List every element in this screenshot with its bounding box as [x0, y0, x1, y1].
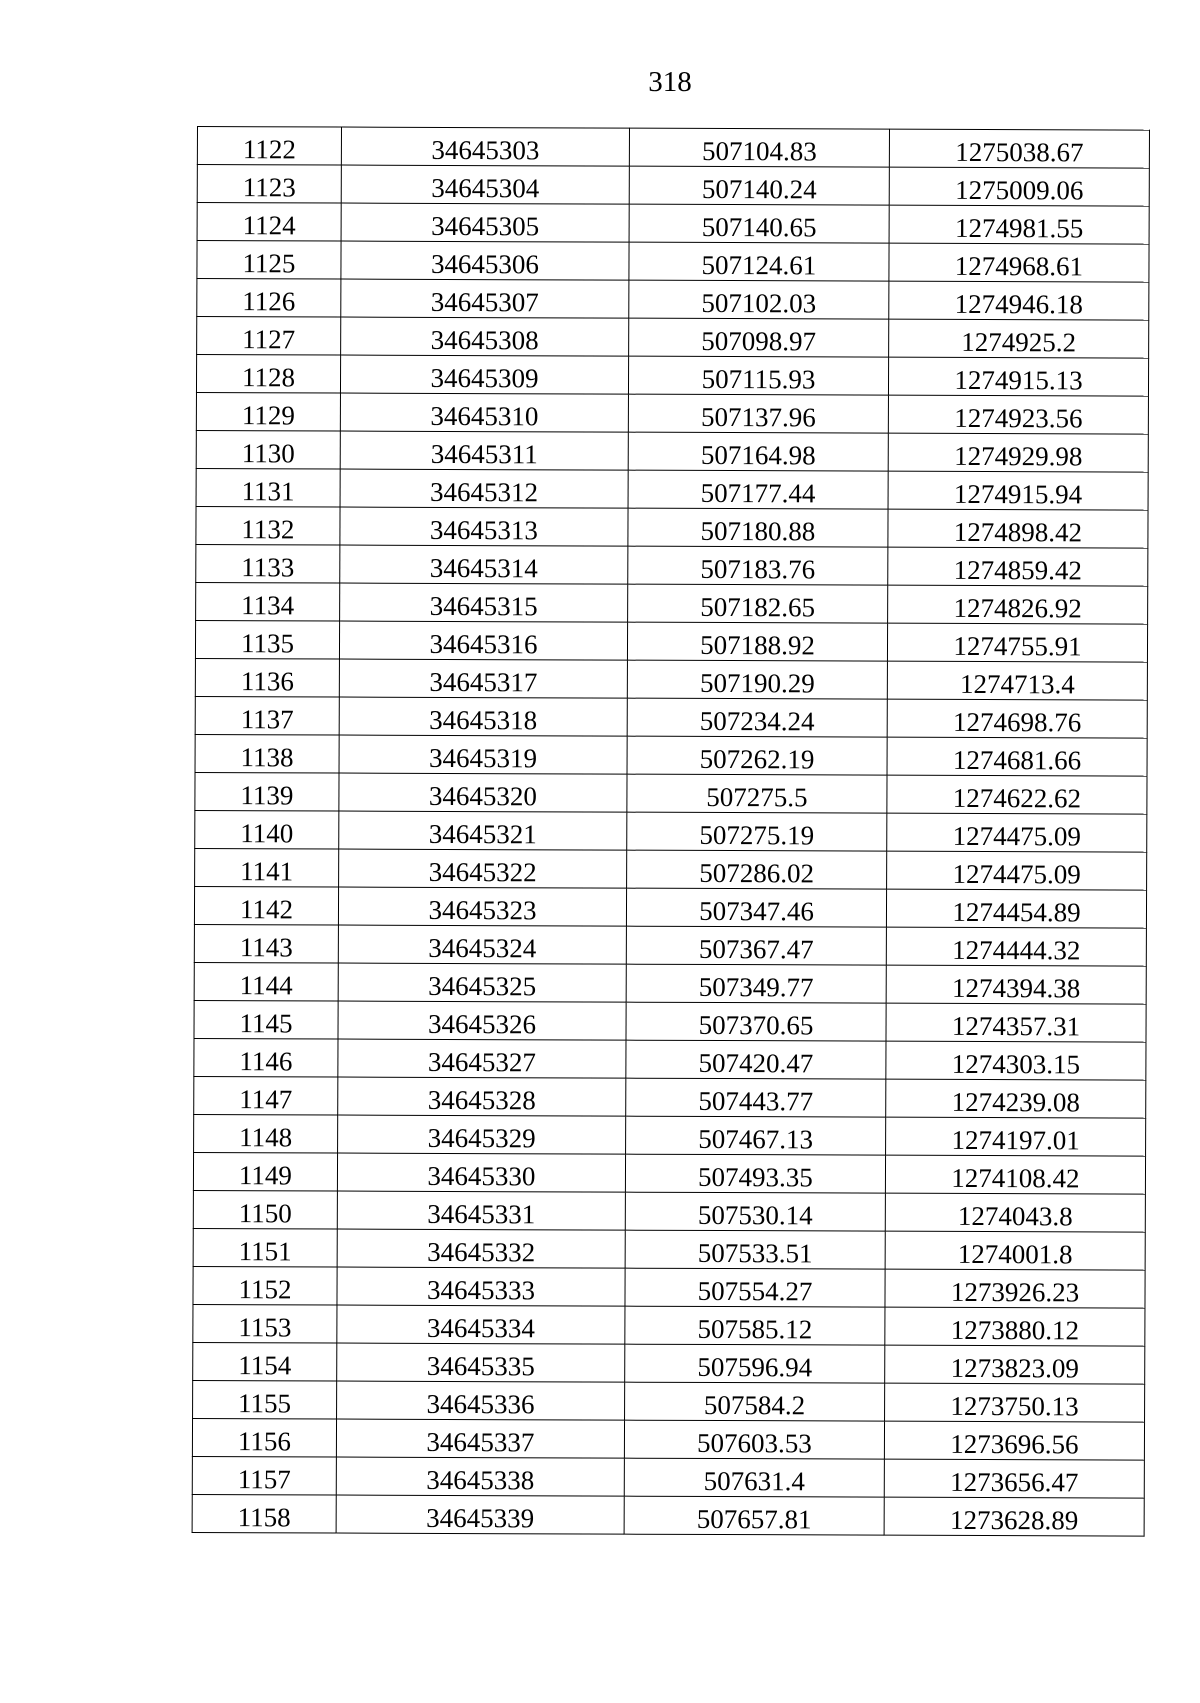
- x-coordinate-cell: 507286.02: [627, 850, 887, 889]
- y-coordinate-cell: 1273628.89: [884, 1497, 1144, 1536]
- table-row: [193, 1380, 1145, 1422]
- point-number-cell: 1137: [195, 696, 339, 735]
- x-coordinate-cell: 507188.92: [627, 622, 887, 661]
- table-row: [197, 241, 1149, 283]
- point-number-cell: 1134: [196, 582, 340, 621]
- y-coordinate-cell: 1273823.09: [885, 1345, 1145, 1384]
- point-number-cell: 1158: [192, 1494, 336, 1533]
- y-coordinate-cell: 1273926.23: [885, 1269, 1145, 1308]
- y-coordinate-cell: 1274239.08: [886, 1079, 1146, 1118]
- x-coordinate-cell: 507275.19: [627, 812, 887, 851]
- point-id-cell: 34645330: [337, 1153, 625, 1192]
- table-row: [194, 924, 1146, 966]
- point-number-cell: 1144: [194, 962, 338, 1001]
- x-coordinate-cell: 507349.77: [626, 964, 886, 1003]
- x-coordinate-cell: 507190.29: [627, 660, 887, 699]
- y-coordinate-cell: 1273750.13: [885, 1383, 1145, 1422]
- x-coordinate-cell: 507631.4: [624, 1458, 884, 1497]
- table-row: [193, 1228, 1145, 1270]
- point-id-cell: 34645305: [341, 203, 629, 242]
- point-id-cell: 34645304: [341, 165, 629, 204]
- point-number-cell: 1143: [194, 924, 338, 963]
- table-row: [192, 1456, 1144, 1498]
- table-row: [194, 886, 1146, 928]
- x-coordinate-cell: 507467.13: [626, 1116, 886, 1155]
- table-row: [193, 1342, 1145, 1384]
- y-coordinate-cell: 1274923.56: [888, 395, 1148, 434]
- y-coordinate-cell: 1274475.09: [887, 851, 1147, 890]
- point-id-cell: 34645336: [337, 1381, 625, 1420]
- y-coordinate-cell: 1274698.76: [887, 699, 1147, 738]
- x-coordinate-cell: 507262.19: [627, 736, 887, 775]
- point-id-cell: 34645326: [338, 1001, 626, 1040]
- x-coordinate-cell: 507140.65: [629, 204, 889, 243]
- table-row: [197, 203, 1149, 245]
- point-id-cell: 34645310: [340, 393, 628, 432]
- x-coordinate-cell: 507603.53: [624, 1420, 884, 1459]
- x-coordinate-cell: 507104.83: [629, 128, 889, 167]
- y-coordinate-cell: 1274454.89: [886, 889, 1146, 928]
- coordinates-table-body: [192, 127, 1149, 1537]
- point-number-cell: 1150: [193, 1190, 337, 1229]
- point-number-cell: 1133: [196, 544, 340, 583]
- x-coordinate-cell: 507420.47: [626, 1040, 886, 1079]
- x-coordinate-cell: 507183.76: [628, 546, 888, 585]
- y-coordinate-cell: 1274929.98: [888, 433, 1148, 472]
- point-number-cell: 1132: [196, 506, 340, 545]
- y-coordinate-cell: 1275009.06: [889, 167, 1149, 206]
- point-id-cell: 34645311: [340, 431, 628, 470]
- x-coordinate-cell: 507370.65: [626, 1002, 886, 1041]
- x-coordinate-cell: 507124.61: [629, 242, 889, 281]
- table-row: [196, 544, 1148, 586]
- table-row: [196, 506, 1148, 548]
- table-row: [194, 1000, 1146, 1042]
- point-id-cell: 34645315: [340, 583, 628, 622]
- y-coordinate-cell: 1274915.13: [888, 357, 1148, 396]
- x-coordinate-cell: 507596.94: [625, 1344, 885, 1383]
- table-row: [196, 392, 1148, 434]
- y-coordinate-cell: 1274303.15: [886, 1041, 1146, 1080]
- table-row: [196, 355, 1148, 397]
- point-id-cell: 34645339: [336, 1495, 624, 1534]
- x-coordinate-cell: 507234.24: [627, 698, 887, 737]
- point-id-cell: 34645325: [338, 963, 626, 1002]
- point-number-cell: 1126: [197, 279, 341, 318]
- point-number-cell: 1145: [194, 1000, 338, 1039]
- point-number-cell: 1140: [195, 810, 339, 849]
- point-number-cell: 1138: [195, 734, 339, 773]
- point-number-cell: 1127: [197, 317, 341, 356]
- y-coordinate-cell: 1274859.42: [888, 547, 1148, 586]
- point-number-cell: 1152: [193, 1266, 337, 1305]
- x-coordinate-cell: 507533.51: [625, 1230, 885, 1269]
- x-coordinate-cell: 507102.03: [629, 280, 889, 319]
- point-number-cell: 1128: [196, 355, 340, 394]
- table-row: [197, 317, 1149, 359]
- point-number-cell: 1148: [194, 1114, 338, 1153]
- point-id-cell: 34645317: [339, 659, 627, 698]
- table-row: [194, 1076, 1146, 1118]
- table-row: [193, 1190, 1145, 1232]
- point-id-cell: 34645308: [341, 317, 629, 356]
- y-coordinate-cell: 1274946.18: [889, 281, 1149, 320]
- x-coordinate-cell: 507443.77: [626, 1078, 886, 1117]
- y-coordinate-cell: 1274622.62: [887, 775, 1147, 814]
- table-row: [197, 127, 1149, 169]
- point-id-cell: 34645303: [341, 127, 629, 166]
- point-id-cell: 34645322: [339, 849, 627, 888]
- table-row: [195, 848, 1147, 890]
- point-number-cell: 1129: [196, 392, 340, 431]
- table-row: [194, 1114, 1146, 1156]
- y-coordinate-cell: 1274826.92: [888, 585, 1148, 624]
- point-id-cell: 34645327: [338, 1039, 626, 1078]
- x-coordinate-cell: 507585.12: [625, 1306, 885, 1345]
- point-id-cell: 34645319: [339, 735, 627, 774]
- point-number-cell: 1142: [194, 886, 338, 925]
- point-number-cell: 1136: [195, 658, 339, 697]
- y-coordinate-cell: 1274001.8: [885, 1231, 1145, 1270]
- table-row: [196, 468, 1148, 510]
- coordinates-table: [192, 126, 1150, 1537]
- point-number-cell: 1135: [195, 620, 339, 659]
- point-id-cell: 34645314: [340, 545, 628, 584]
- y-coordinate-cell: 1274197.01: [886, 1117, 1146, 1156]
- x-coordinate-cell: 507115.93: [628, 356, 888, 395]
- y-coordinate-cell: 1274925.2: [889, 319, 1149, 358]
- point-id-cell: 34645329: [338, 1115, 626, 1154]
- point-id-cell: 34645307: [341, 279, 629, 318]
- point-id-cell: 34645338: [336, 1457, 624, 1496]
- point-id-cell: 34645323: [338, 887, 626, 926]
- x-coordinate-cell: 507140.24: [629, 166, 889, 205]
- point-number-cell: 1123: [197, 165, 341, 204]
- y-coordinate-cell: 1274394.38: [886, 965, 1146, 1004]
- table-row: [193, 1266, 1145, 1308]
- x-coordinate-cell: 507275.5: [627, 774, 887, 813]
- point-number-cell: 1154: [193, 1342, 337, 1381]
- point-id-cell: 34645333: [337, 1267, 625, 1306]
- x-coordinate-cell: 507657.81: [624, 1496, 884, 1535]
- point-number-cell: 1147: [194, 1076, 338, 1115]
- point-id-cell: 34645316: [339, 621, 627, 660]
- table-row: [197, 165, 1149, 207]
- point-number-cell: 1130: [196, 430, 340, 469]
- x-coordinate-cell: 507584.2: [625, 1382, 885, 1421]
- table-row: [194, 1038, 1146, 1080]
- point-id-cell: 34645335: [337, 1343, 625, 1382]
- table-row: [195, 620, 1147, 662]
- table-row: [195, 772, 1147, 814]
- table-row: [195, 734, 1147, 776]
- y-coordinate-cell: 1273696.56: [884, 1421, 1144, 1460]
- point-number-cell: 1157: [192, 1456, 336, 1495]
- y-coordinate-cell: 1274981.55: [889, 205, 1149, 244]
- point-number-cell: 1139: [195, 772, 339, 811]
- table-row: [195, 658, 1147, 700]
- x-coordinate-cell: 507182.65: [628, 584, 888, 623]
- point-id-cell: 34645313: [340, 507, 628, 546]
- point-id-cell: 34645320: [339, 773, 627, 812]
- x-coordinate-cell: 507493.35: [625, 1154, 885, 1193]
- point-number-cell: 1151: [193, 1228, 337, 1267]
- table-row: [196, 430, 1148, 472]
- point-id-cell: 34645324: [338, 925, 626, 964]
- y-coordinate-cell: 1274043.8: [885, 1193, 1145, 1232]
- x-coordinate-cell: 507180.88: [628, 508, 888, 547]
- y-coordinate-cell: 1274357.31: [886, 1003, 1146, 1042]
- point-id-cell: 34645337: [336, 1419, 624, 1458]
- table-row: [193, 1304, 1145, 1346]
- y-coordinate-cell: 1274755.91: [887, 623, 1147, 662]
- page-number: 318: [648, 66, 692, 98]
- table-row: [193, 1152, 1145, 1194]
- point-id-cell: 34645306: [341, 241, 629, 280]
- table-row: [196, 582, 1148, 624]
- point-number-cell: 1146: [194, 1038, 338, 1077]
- point-id-cell: 34645312: [340, 469, 628, 508]
- table-row: [197, 279, 1149, 321]
- point-id-cell: 34645309: [340, 355, 628, 394]
- x-coordinate-cell: 507098.97: [629, 318, 889, 357]
- x-coordinate-cell: 507347.46: [626, 888, 886, 927]
- point-number-cell: 1131: [196, 468, 340, 507]
- table-row: [195, 696, 1147, 738]
- point-number-cell: 1153: [193, 1304, 337, 1343]
- x-coordinate-cell: 507177.44: [628, 470, 888, 509]
- x-coordinate-cell: 507554.27: [625, 1268, 885, 1307]
- point-number-cell: 1155: [193, 1380, 337, 1419]
- y-coordinate-cell: 1274444.32: [886, 927, 1146, 966]
- point-id-cell: 34645331: [337, 1191, 625, 1230]
- table-row: [194, 962, 1146, 1004]
- point-number-cell: 1122: [197, 127, 341, 166]
- point-id-cell: 34645334: [337, 1305, 625, 1344]
- y-coordinate-cell: 1274713.4: [887, 661, 1147, 700]
- point-number-cell: 1125: [197, 241, 341, 280]
- point-id-cell: 34645321: [339, 811, 627, 850]
- table-row: [195, 810, 1147, 852]
- x-coordinate-cell: 507164.98: [628, 432, 888, 471]
- point-id-cell: 34645328: [338, 1077, 626, 1116]
- y-coordinate-cell: 1275038.67: [889, 129, 1149, 168]
- x-coordinate-cell: 507367.47: [626, 926, 886, 965]
- point-number-cell: 1124: [197, 203, 341, 242]
- point-number-cell: 1149: [193, 1152, 337, 1191]
- x-coordinate-cell: 507137.96: [628, 394, 888, 433]
- y-coordinate-cell: 1274915.94: [888, 471, 1148, 510]
- point-id-cell: 34645332: [337, 1229, 625, 1268]
- y-coordinate-cell: 1273656.47: [884, 1459, 1144, 1498]
- y-coordinate-cell: 1274681.66: [887, 737, 1147, 776]
- y-coordinate-cell: 1274475.09: [887, 813, 1147, 852]
- point-number-cell: 1141: [195, 848, 339, 887]
- y-coordinate-cell: 1274968.61: [889, 243, 1149, 282]
- y-coordinate-cell: 1274898.42: [888, 509, 1148, 548]
- x-coordinate-cell: 507530.14: [625, 1192, 885, 1231]
- y-coordinate-cell: 1274108.42: [885, 1155, 1145, 1194]
- point-number-cell: 1156: [192, 1418, 336, 1457]
- point-id-cell: 34645318: [339, 697, 627, 736]
- table-row: [192, 1494, 1144, 1536]
- y-coordinate-cell: 1273880.12: [885, 1307, 1145, 1346]
- table-row: [192, 1418, 1144, 1460]
